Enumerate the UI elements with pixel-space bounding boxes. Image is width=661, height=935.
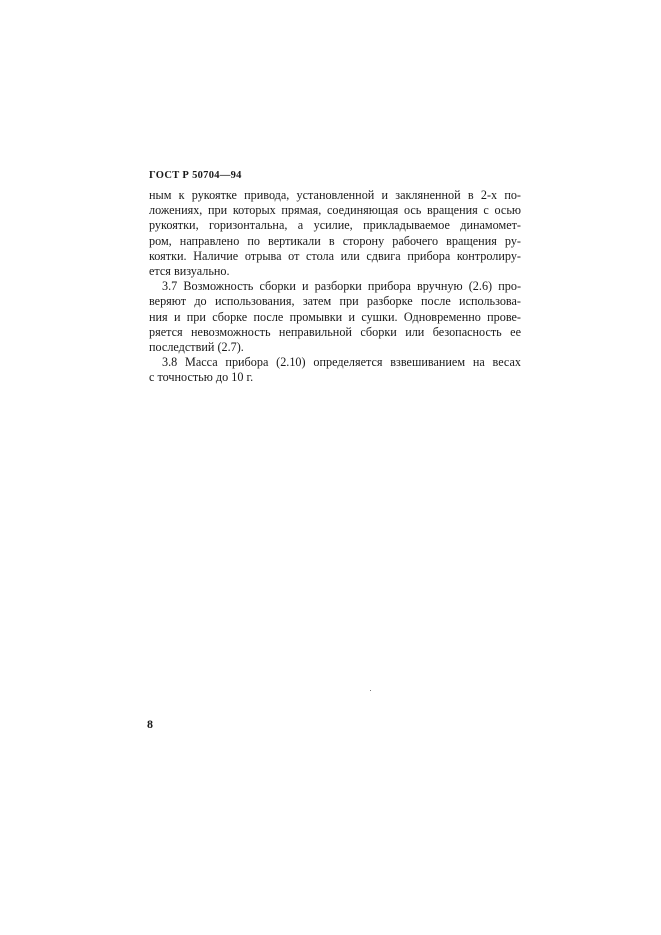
text-line: веряют до использования, затем при разборке после использова- — [149, 294, 521, 309]
text-line-section-3-8: 3.8 Масса прибора (2.10) определяется взвешиванием на весах — [162, 355, 521, 370]
text-line: ложениях, при которых прямая, соединяющая ось вращения с осью — [149, 203, 521, 218]
document-header: ГОСТ Р 50704—94 — [149, 170, 242, 181]
text-line: коятки. Наличие отрыва от стола или сдвига прибора контролиру- — [149, 248, 521, 263]
text-line: ния и при сборке после промывки и сушки. Одновременно прове- — [149, 309, 521, 324]
text-line: последствий (2.7). — [149, 339, 244, 354]
text-line: с точностью до 10 г. — [149, 370, 254, 385]
text-line: ным к рукоятке привода, установленной и закляненной в 2-х по- — [149, 188, 521, 202]
text-line: рукоятки, горизонтальна, а усилие, прикладываемое динамомет- — [149, 218, 521, 233]
text-line-section-3-7: 3.7 Возможность сборки и разборки прибора вручную (2.6) про- — [162, 279, 521, 294]
page-number: 8 — [147, 717, 153, 731]
scan-speck — [370, 690, 371, 691]
text-line: ряется невозможность неправильной сборки или безопасность ее — [149, 324, 521, 339]
text-line: ется визуально. — [149, 263, 230, 278]
text-line: ром, направлено по вертикали в сторону рабочего вращения ру- — [149, 233, 521, 248]
body-text — [149, 188, 521, 385]
